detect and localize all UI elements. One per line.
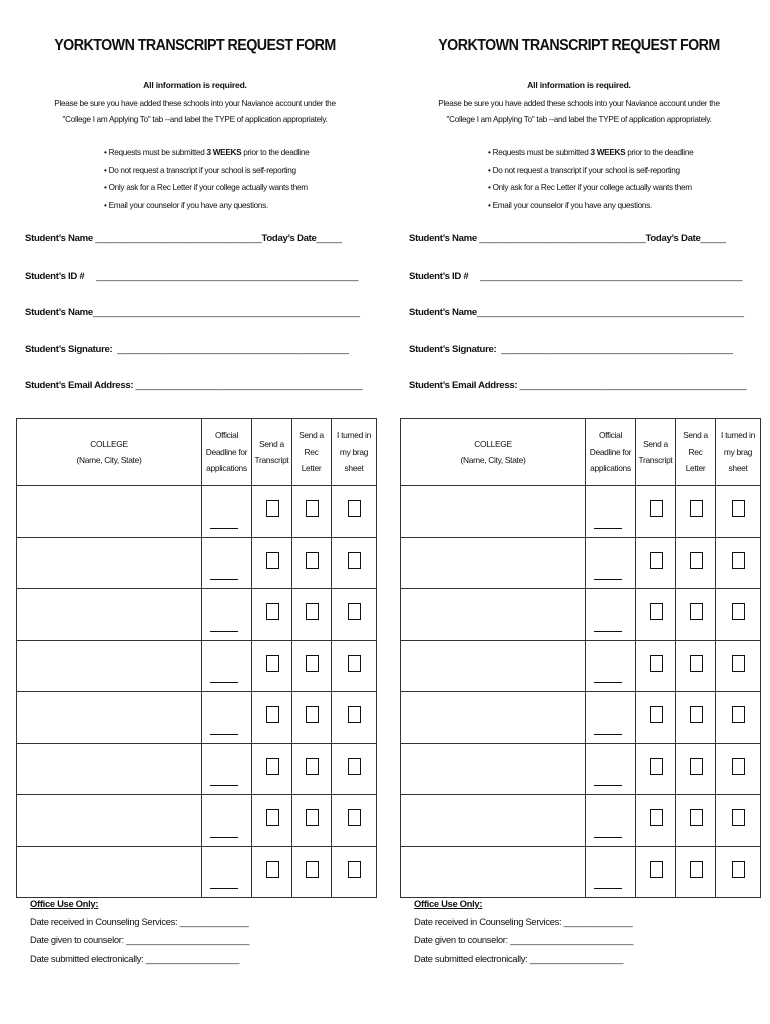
table-row	[401, 743, 761, 795]
brag-sheet-checkbox[interactable]	[348, 603, 361, 620]
college-input-cell[interactable]	[401, 589, 586, 641]
deadline-column-header: Official Deadline for applications	[586, 419, 636, 486]
college-input-cell[interactable]	[17, 795, 202, 847]
instruction-item: • Do not request a transcript if your school is self-reporting	[488, 162, 758, 180]
rec-letter-checkbox-cell	[292, 486, 332, 538]
rec-letter-checkbox-cell	[292, 846, 332, 898]
table-row	[401, 795, 761, 847]
transcript-checkbox-cell	[252, 537, 292, 589]
deadline-input-cell[interactable]	[202, 640, 252, 692]
brag-sheet-checkbox-cell	[716, 795, 761, 847]
deadline-input-cell[interactable]	[586, 640, 636, 692]
instructions-list	[104, 144, 374, 214]
transcript-checkbox[interactable]	[650, 861, 663, 878]
instruction-item: • Only ask for a Rec Letter if your college actually wants them	[488, 179, 758, 197]
transcript-checkbox-cell	[636, 743, 676, 795]
table-row	[401, 846, 761, 898]
brag-sheet-checkbox-cell	[332, 846, 377, 898]
deadline-input-cell[interactable]	[586, 692, 636, 744]
brag-sheet-checkbox[interactable]	[732, 655, 745, 672]
transcript-checkbox-cell	[252, 846, 292, 898]
rec-letter-checkbox[interactable]	[690, 706, 703, 723]
brag-sheet-checkbox[interactable]	[732, 552, 745, 569]
rec-letter-checkbox-cell	[676, 692, 716, 744]
table-row	[17, 589, 377, 641]
instruction-item: • Email your counselor if you have any questions.	[104, 197, 374, 215]
transcript-column-header: Send a Transcript	[636, 419, 676, 486]
table-row	[17, 743, 377, 795]
table-header-row	[17, 419, 377, 486]
date-received-field[interactable]: Date received in Counseling Services: ______________	[30, 916, 249, 928]
college-input-cell[interactable]	[17, 846, 202, 898]
rec-letter-checkbox-cell	[676, 846, 716, 898]
date-given-field[interactable]: Date given to counselor: _________________________	[30, 934, 250, 946]
college-input-cell[interactable]	[17, 486, 202, 538]
college-input-cell[interactable]	[17, 640, 202, 692]
date-submitted-field[interactable]: Date submitted electronically: ___________________	[414, 952, 624, 964]
college-input-cell[interactable]	[401, 743, 586, 795]
brag-sheet-checkbox[interactable]	[348, 706, 361, 723]
deadline-blank-line	[594, 734, 622, 735]
rec-letter-checkbox[interactable]	[306, 861, 319, 878]
student-email-field[interactable]: Student’s Email Address: _____________________________________________	[25, 380, 363, 391]
table-row	[17, 486, 377, 538]
rec-letter-checkbox-cell	[676, 486, 716, 538]
deadline-input-cell[interactable]	[586, 589, 636, 641]
transcript-checkbox-cell	[252, 795, 292, 847]
brag-sheet-checkbox[interactable]	[732, 861, 745, 878]
brag-sheet-checkbox-cell	[332, 486, 377, 538]
rec-letter-checkbox[interactable]	[306, 809, 319, 826]
instruction-item: • Requests must be submitted 3 WEEKS prior to the deadline	[104, 144, 374, 162]
deadline-blank-line	[594, 579, 622, 580]
transcript-checkbox-cell	[252, 486, 292, 538]
deadline-blank-line	[210, 631, 238, 632]
transcript-checkbox[interactable]	[650, 552, 663, 569]
rec-letter-checkbox-cell	[676, 640, 716, 692]
transcript-checkbox-cell	[252, 743, 292, 795]
brag-sheet-checkbox[interactable]	[348, 758, 361, 775]
intro-line-1: Please be sure you have added these schools into your Naviance account under the	[438, 99, 720, 108]
deadline-input-cell[interactable]	[202, 486, 252, 538]
deadline-blank-line	[210, 837, 238, 838]
rec-letter-checkbox-cell	[292, 537, 332, 589]
instructions-list	[488, 144, 758, 214]
brag-sheet-checkbox[interactable]	[732, 758, 745, 775]
transcript-checkbox-cell	[252, 640, 292, 692]
rec-letter-checkbox[interactable]	[690, 809, 703, 826]
rec-letter-checkbox[interactable]	[306, 706, 319, 723]
college-column-header: COLLEGE (Name, City, State)	[401, 419, 586, 486]
rec-letter-checkbox-cell	[292, 589, 332, 641]
brag-sheet-checkbox-cell	[332, 692, 377, 744]
deadline-blank-line	[594, 631, 622, 632]
intro-line-2: "College I am Applying To" tab --and label the TYPE of application appropriately.	[62, 115, 328, 124]
transcript-checkbox-cell	[636, 692, 676, 744]
required-note: All information is required.	[527, 80, 631, 90]
transcript-checkbox[interactable]	[266, 603, 279, 620]
college-input-cell[interactable]	[401, 692, 586, 744]
deadline-column-header: Official Deadline for applications	[202, 419, 252, 486]
transcript-checkbox[interactable]	[650, 500, 663, 517]
brag-sheet-checkbox-cell	[716, 589, 761, 641]
intro-text	[14, 96, 376, 128]
college-input-cell[interactable]	[17, 743, 202, 795]
deadline-input-cell[interactable]	[586, 537, 636, 589]
brag-sheet-checkbox[interactable]	[348, 655, 361, 672]
rec-letter-checkbox[interactable]	[306, 500, 319, 517]
table-row	[401, 589, 761, 641]
brag-sheet-checkbox[interactable]	[732, 603, 745, 620]
form-title: YORKTOWN TRANSCRIPT REQUEST FORM	[438, 37, 720, 54]
table-row	[401, 486, 761, 538]
transcript-checkbox[interactable]	[266, 861, 279, 878]
deadline-blank-line	[594, 837, 622, 838]
rec-letter-checkbox[interactable]	[690, 758, 703, 775]
transcript-checkbox[interactable]	[650, 603, 663, 620]
brag-sheet-checkbox-cell	[716, 537, 761, 589]
college-input-cell[interactable]	[401, 537, 586, 589]
transcript-checkbox[interactable]	[650, 706, 663, 723]
transcript-checkbox-cell	[636, 589, 676, 641]
intro-line-2: "College I am Applying To" tab --and label the TYPE of application appropriately.	[446, 115, 712, 124]
transcript-checkbox-cell	[636, 846, 676, 898]
rec-letter-checkbox-cell	[292, 692, 332, 744]
intro-line-1: Please be sure you have added these schools into your Naviance account under the	[54, 99, 336, 108]
deadline-blank-line	[594, 528, 622, 529]
brag-sheet-checkbox[interactable]	[348, 552, 361, 569]
date-given-field[interactable]: Date given to counselor: _________________________	[414, 934, 634, 946]
rec-letter-checkbox-cell	[676, 743, 716, 795]
rec-letter-checkbox[interactable]	[306, 655, 319, 672]
deadline-input-cell[interactable]	[202, 743, 252, 795]
brag-sheet-checkbox-cell	[716, 486, 761, 538]
rec-letter-checkbox-cell	[292, 743, 332, 795]
brag-sheet-checkbox[interactable]	[348, 809, 361, 826]
student-name-field-2[interactable]: Student’s Name_____________________________________________________	[409, 307, 744, 318]
office-use-section	[414, 895, 633, 968]
form-title: YORKTOWN TRANSCRIPT REQUEST FORM	[54, 37, 336, 54]
transcript-checkbox[interactable]	[650, 809, 663, 826]
office-use-heading: Office Use Only:	[414, 898, 483, 909]
table-row	[17, 846, 377, 898]
table-header-row	[401, 419, 761, 486]
rec-letter-checkbox-cell	[292, 795, 332, 847]
rec-letter-checkbox[interactable]	[690, 552, 703, 569]
table-row	[17, 795, 377, 847]
transcript-checkbox-cell	[636, 795, 676, 847]
deadline-blank-line	[594, 888, 622, 889]
transcript-checkbox-cell	[252, 589, 292, 641]
table-row	[401, 692, 761, 744]
brag-sheet-column-header: I turned in my brag sheet	[716, 419, 761, 486]
college-input-cell[interactable]	[17, 692, 202, 744]
rec-letter-column-header: Send a Rec Letter	[292, 419, 332, 486]
deadline-input-cell[interactable]	[202, 795, 252, 847]
transcript-checkbox[interactable]	[266, 500, 279, 517]
deadline-blank-line	[210, 888, 238, 889]
instruction-item: • Do not request a transcript if your school is self-reporting	[104, 162, 374, 180]
college-input-cell[interactable]	[401, 486, 586, 538]
transcript-checkbox-cell	[252, 692, 292, 744]
brag-sheet-checkbox[interactable]	[348, 500, 361, 517]
instruction-item: • Email your counselor if you have any questions.	[488, 197, 758, 215]
instruction-item: • Only ask for a Rec Letter if your college actually wants them	[104, 179, 374, 197]
college-table	[16, 418, 377, 898]
deadline-blank-line	[210, 528, 238, 529]
deadline-blank-line	[210, 682, 238, 683]
rec-letter-checkbox[interactable]	[306, 758, 319, 775]
transcript-checkbox-cell	[636, 537, 676, 589]
transcript-checkbox[interactable]	[650, 758, 663, 775]
rec-letter-checkbox[interactable]	[690, 655, 703, 672]
deadline-blank-line	[594, 682, 622, 683]
brag-sheet-checkbox-cell	[716, 640, 761, 692]
brag-sheet-checkbox-cell	[716, 743, 761, 795]
instruction-item: • Requests must be submitted 3 WEEKS prior to the deadline	[488, 144, 758, 162]
transcript-checkbox-cell	[636, 640, 676, 692]
deadline-input-cell[interactable]	[586, 795, 636, 847]
student-id-field[interactable]: Student’s ID # ____________________________________________________	[25, 271, 359, 282]
student-signature-field[interactable]: Student’s Signature: ______________________________________________	[25, 344, 349, 355]
brag-sheet-checkbox-cell	[716, 846, 761, 898]
rec-letter-checkbox-cell	[676, 795, 716, 847]
intro-text	[398, 96, 760, 128]
brag-sheet-checkbox-cell	[332, 640, 377, 692]
brag-sheet-column-header: I turned in my brag sheet	[332, 419, 377, 486]
rec-letter-column-header: Send a Rec Letter	[676, 419, 716, 486]
brag-sheet-checkbox[interactable]	[732, 809, 745, 826]
college-input-cell[interactable]	[401, 846, 586, 898]
office-use-section	[30, 895, 249, 968]
deadline-input-cell[interactable]	[202, 692, 252, 744]
college-input-cell[interactable]	[401, 640, 586, 692]
student-signature-field[interactable]: Student’s Signature: ______________________________________________	[409, 344, 733, 355]
rec-letter-checkbox[interactable]	[690, 861, 703, 878]
required-note: All information is required.	[143, 80, 247, 90]
college-input-cell[interactable]	[17, 537, 202, 589]
deadline-input-cell[interactable]	[202, 537, 252, 589]
student-email-field[interactable]: Student’s Email Address: _____________________________________________	[409, 380, 747, 391]
deadline-blank-line	[210, 785, 238, 786]
student-name-field[interactable]: Student’s Name _________________________________Today’s Date_____	[25, 233, 342, 244]
transcript-checkbox-cell	[636, 486, 676, 538]
deadline-input-cell[interactable]	[586, 486, 636, 538]
rec-letter-checkbox[interactable]	[690, 500, 703, 517]
table-row	[401, 640, 761, 692]
rec-letter-checkbox-cell	[676, 537, 716, 589]
transcript-checkbox[interactable]	[650, 655, 663, 672]
rec-letter-checkbox-cell	[292, 640, 332, 692]
table-row	[17, 640, 377, 692]
office-use-heading: Office Use Only:	[30, 898, 99, 909]
deadline-blank-line	[210, 734, 238, 735]
transcript-checkbox[interactable]	[266, 552, 279, 569]
college-table	[400, 418, 761, 898]
rec-letter-checkbox-cell	[676, 589, 716, 641]
brag-sheet-checkbox[interactable]	[732, 706, 745, 723]
deadline-input-cell[interactable]	[202, 589, 252, 641]
brag-sheet-checkbox-cell	[332, 743, 377, 795]
deadline-input-cell[interactable]	[202, 846, 252, 898]
table-row	[401, 537, 761, 589]
brag-sheet-checkbox-cell	[332, 795, 377, 847]
college-input-cell[interactable]	[17, 589, 202, 641]
table-row	[17, 692, 377, 744]
rec-letter-checkbox[interactable]	[690, 603, 703, 620]
student-name-field[interactable]: Student’s Name _________________________________Today’s Date_____	[409, 233, 726, 244]
college-input-cell[interactable]	[401, 795, 586, 847]
rec-letter-checkbox[interactable]	[306, 603, 319, 620]
student-name-field-2[interactable]: Student’s Name_____________________________________________________	[25, 307, 360, 318]
date-submitted-field[interactable]: Date submitted electronically: ___________________	[30, 952, 240, 964]
deadline-blank-line	[594, 785, 622, 786]
brag-sheet-checkbox-cell	[332, 537, 377, 589]
deadline-blank-line	[210, 579, 238, 580]
rec-letter-checkbox[interactable]	[306, 552, 319, 569]
transcript-column-header: Send a Transcript	[252, 419, 292, 486]
brag-sheet-checkbox-cell	[716, 692, 761, 744]
deadline-input-cell[interactable]	[586, 846, 636, 898]
date-received-field[interactable]: Date received in Counseling Services: ______________	[414, 916, 633, 928]
college-column-header: COLLEGE (Name, City, State)	[17, 419, 202, 486]
table-row	[17, 537, 377, 589]
student-id-field[interactable]: Student’s ID # ____________________________________________________	[409, 271, 743, 282]
brag-sheet-checkbox[interactable]	[732, 500, 745, 517]
brag-sheet-checkbox[interactable]	[348, 861, 361, 878]
transcript-checkbox[interactable]	[266, 706, 279, 723]
deadline-input-cell[interactable]	[586, 743, 636, 795]
transcript-checkbox[interactable]	[266, 809, 279, 826]
transcript-checkbox[interactable]	[266, 758, 279, 775]
transcript-checkbox[interactable]	[266, 655, 279, 672]
brag-sheet-checkbox-cell	[332, 589, 377, 641]
